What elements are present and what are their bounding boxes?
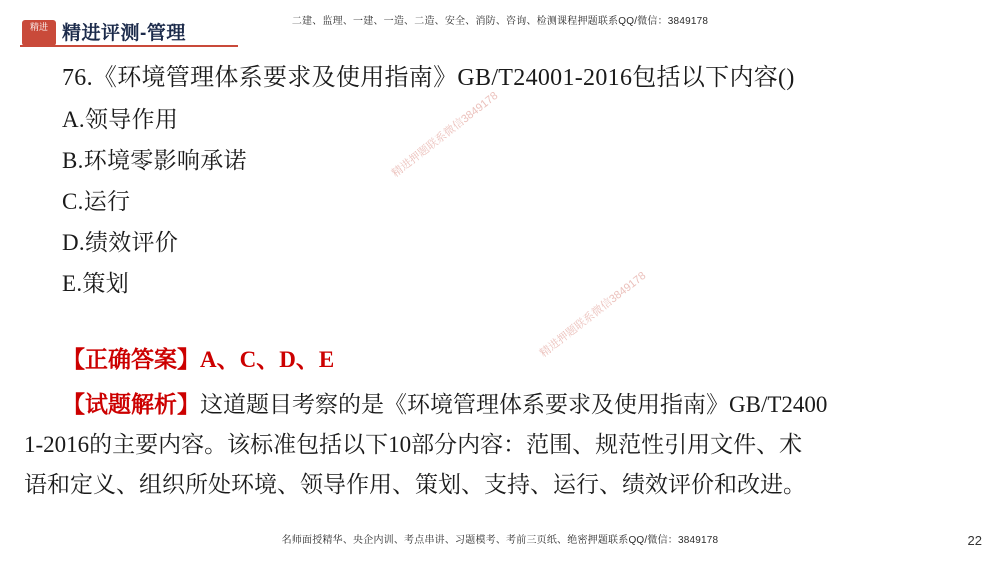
brand-underline-divider [20, 45, 238, 47]
correct-answer-line [62, 341, 1000, 379]
analysis-line-1 [62, 385, 954, 425]
brand-title: 精进评测-管理 [62, 23, 186, 44]
option-b: B.环境零影响承诺 [62, 148, 247, 173]
option-e: E.策划 [62, 271, 129, 296]
analysis-text-1: 这道题目考察的是《环境管理体系要求及使用指南》GB/T2400 [200, 392, 828, 417]
brand-logo-text: 精进 [29, 22, 48, 32]
page-number: 22 [967, 533, 982, 548]
slide-content [0, 58, 1000, 505]
option-c: C.运行 [62, 189, 131, 214]
watermark-2: 精进押题联系微信3849178 [537, 269, 649, 360]
option-a: A.领导作用 [62, 107, 179, 132]
correct-answer-label: 【正确答案】 [62, 347, 200, 372]
analysis-label: 【试题解析】 [62, 392, 200, 417]
watermark-1: 精进押题联系微信3849178 [389, 89, 501, 180]
option-d: D.绩效评价 [62, 230, 179, 255]
question-text: 76.《环境管理体系要求及使用指南》GB/T24001-2016包括以下内容() [62, 65, 795, 91]
header-contact-note: 二建、监理、一建、一造、二造、安全、消防、咨询、检测课程押题联系QQ/微信：3849178 [291, 16, 709, 27]
answer-section [0, 341, 1000, 505]
analysis-line-3: 语和定义、组织所处环境、领导作用、策划、支持、运行、绩效评价和改进。 [24, 472, 806, 497]
footer-contact-note: 名师面授精华、央企内训、考点串讲、习题模考、考前三页纸、绝密押题联系QQ/微信：3849178 [281, 535, 719, 546]
correct-answer-value: A、C、D、E [200, 347, 335, 372]
page-header [0, 0, 1000, 50]
analysis-line-2: 1-2016的主要内容。该标准包括以下10部分内容：范围、规范性引用文件、术 [24, 432, 803, 457]
